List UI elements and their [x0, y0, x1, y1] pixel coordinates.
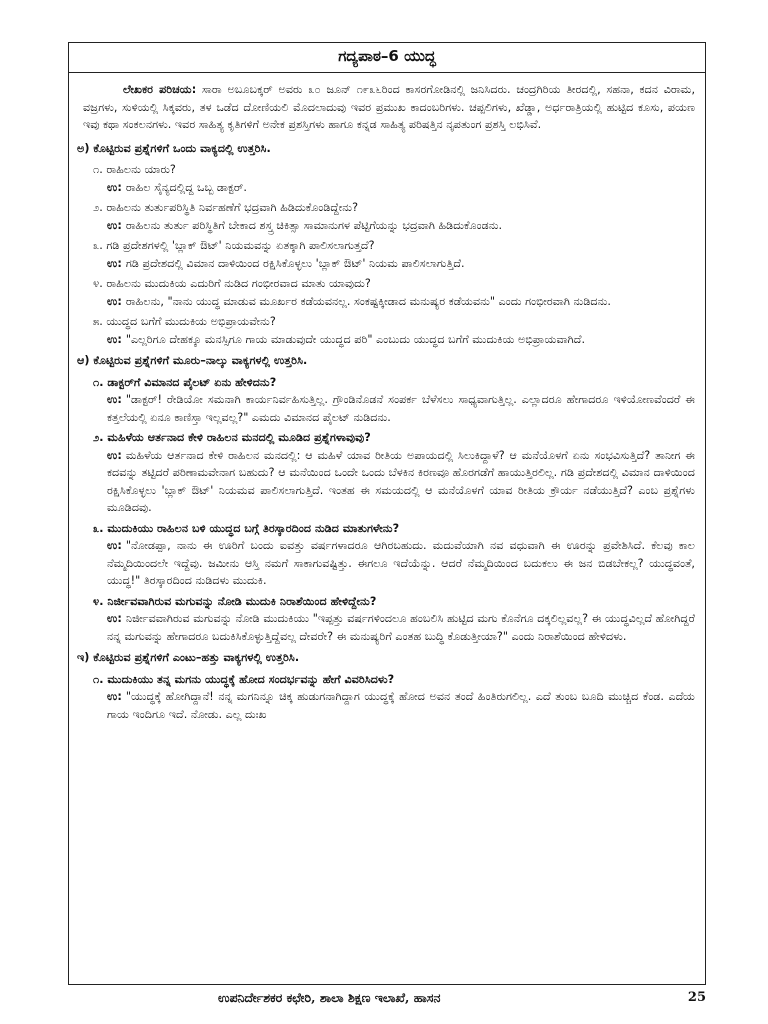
answer-label: ಉ:: [107, 294, 122, 308]
answer: [83, 331, 695, 349]
section-a-heading: ಅ) ಕೊಟ್ಟಿರುವ ಪ್ರಶ್ನೆಗಳಿಗೆ ಒಂದು ವಾಕ್ಯದಲ್ಲಿ ಉತ್ತರಿಸಿ.: [77, 141, 271, 155]
question: ೩. ಮುದುಕಿಯು ರಾಹಿಲನ ಬಳಿ ಯುದ್ಧದ ಬಗ್ಗೆ ತಿರಸ್ಕಾರದಿಂದ ನುಡಿದ ಮಾತುಗಳೇನು?: [93, 521, 400, 535]
question: ೪. ನಿರ್ಜೀವವಾಗಿರುವ ಮಗುವನ್ನು ನೋಡಿ ಮುದುಕಿ ನಿರಾಶೆಯಿಂದ ಹೇಳಿದ್ದೇನು?: [93, 594, 377, 608]
page-footer: [68, 990, 706, 1010]
answer: [83, 217, 695, 235]
answer-label: ಉ:: [107, 180, 122, 194]
question: ೩. ಗಡಿ ಪ್ರದೇಶಗಳಲ್ಲಿ 'ಬ್ಲಾಕ್ ಔಟ್' ನಿಯಮವನ್ನು ಏತಕ್ಕಾಗಿ ಪಾಲಿಸಲಾಗುತ್ತದೆ?: [93, 239, 375, 252]
lesson-title: ಗದ್ಯಪಾಠ–6 ಯುದ್ಧ: [338, 47, 436, 65]
answer: [83, 447, 695, 517]
answer: [83, 255, 695, 273]
answer: [83, 293, 695, 311]
title-divider: [69, 72, 705, 73]
answer-text: ರಾಹಿಲನು, "ನಾನು ಯುದ್ಧ ಮಾಡುವ ಮೂರ್ಖರ ಕಡೆಯವನಲ್ಲ. ಸಂಕಷ್ಟಕ್ಕೀಡಾದ ಮನುಷ್ಯರ ಕಡೆಯವನು" ಎಂದು ಗಂಭೀರವಾಗಿ ನುಡಿದನು.: [125, 294, 611, 308]
answer-label: ಉ:: [107, 690, 122, 703]
title-box: [69, 43, 705, 73]
author-intro-text: ಸಾರಾ ಅಬೂಬಕ್ಕರ್ ಅವರು ೩೦ ಜೂನ್ ೧೯೩೬ರಿಂದ ಕಾಸರಗೋಡಿನಲ್ಲಿ ಜನಿಸಿದರು. ಚಂದ್ರಗಿರಿಯ ತೀರದಲ್ಲಿ, ಸಹನಾ, ಕದನ ವಿರಾಮ, ವಜ್ರಗಳು, ಸುಳಿಯಲ್ಲಿ ಸಿಕ್ಕವರು, ತಳ ಒಡೆದ ದೋಣಿಯಲಿ ಮೊದಲಾದುವು ಇವರ ಪ್ರಮುಖ ಕಾದಂಬರಿಗಳು. ಚಪ್ಪಲಿಗಳು, ಖೆಡ್ಡಾ, ಅರ್ಧರಾತ್ರಿಯಲ್ಲಿ ಹುಟ್ಟಿದ ಕೂಸು, ಪಯಣ ಇವು ಕಥಾ ಸಂಕಲನಗಳು. ಇವರ ಸಾಹಿತ್ಯ ಕೃತಿಗಳಿಗೆ ಅನೇಕ ಪ್ರಶಸ್ತಿಗಳು ಹಾಗೂ ಕನ್ನಡ ಸಾಹಿತ್ಯ ಪರಿಷತ್ತಿನ ನೃಪತುಂಗ ಪ್ರಶಸ್ತಿ ಲಭಿಸಿವೆ.: [83, 83, 695, 131]
answer-text: ನಿರ್ಜೀವವಾಗಿರುವ ಮಗುವನ್ನು ನೋಡಿ ಮುದುಕಿಯು "ಇಪ್ಪತ್ತು ವರ್ಷಗಳಿಂದಲೂ ಹಂಬಲಿಸಿ ಹುಟ್ಟಿದ ಮಗು ಕೊನೆಗೂ ದಕ್ಕಲಿಲ್ಲವಲ್ಲ? ಈ ಯುದ್ಧವಿಲ್ಲದೆ ಹೋಗಿದ್ದರೆ ನನ್ನ ಮಗುವನ್ನು ಹೇಗಾದರೂ ಬದುಕಿಸಿಕೊಳ್ಳುತ್ತಿದ್ದೆವಲ್ಲ ದೇವರೇ? ಈ ಮನುಷ್ಯರಿಗೆ ಎಂತಹ ಬುದ್ಧಿ ಕೊಡುತ್ತೀಯಾ?" ಎಂದು ನಿರಾಶೆಯಿಂದ ಹೇಳಿದಳು.: [107, 612, 695, 643]
author-intro: [83, 81, 695, 134]
answer: [83, 688, 695, 723]
answer-label: ಉ:: [107, 612, 122, 625]
question: ೧. ಮುದುಕಿಯು ತನ್ನ ಮಗನು ಯುದ್ಧಕ್ಕೆ ಹೋದ ಸಂದರ್ಭವನ್ನು ಹೇಗೆ ವಿವರಿಸಿದಳು?: [93, 672, 395, 686]
question: ೧. ಡಾಕ್ಟರ್‌ಗೆ ವಿಮಾನದ ಪೈಲಟ್ ಏನು ಹೇಳಿದನು?: [93, 375, 277, 389]
answer-text: "ಎಲ್ಲರಿಗೂ ದೇಹಕ್ಕೂ ಮನಸ್ಸಿಗೂ ಗಾಯ ಮಾಡುವುದೇ ಯುದ್ಧದ ಪರಿ" ಎಂಬುದು ಯುದ್ಧದ ಬಗೆಗೆ ಮುದುಕಿಯ ಅಭಿಪ್ರಾಯವಾಗಿದೆ.: [125, 332, 586, 346]
answer-text: "ಡಾಕ್ಟರ್! ರೇಡಿಯೋ ಸಮನಾಗಿ ಕಾರ್ಯನಿರ್ವಹಿಸುತ್ತಿಲ್ಲ. ಗ್ರೌಂಡಿನೊಡನೆ ಸಂಪರ್ಕ ಬೆಳೆಸಲು ಸಾಧ್ಯವಾಗುತ್ತಿಲ್ಲ. ಎಲ್ಲಾದರೂ ಹೇಗಾದರೂ ಇಳಿಯೋಣವೆಂದರೆ ಈ ಕತ್ತಲೆಯಲ್ಲಿ ಏನೂ ಕಾಣಿಸ್ತಾ ಇಲ್ಲವಲ್ಲ?" ಎಮದು ವಿಮಾನದ ಪೈಲಟ್ ನುಡಿದನು.: [107, 393, 695, 424]
answer: [83, 391, 695, 426]
footer-office: ಉಪನಿರ್ದೇಶಕರ ಕಛೇರಿ, ಶಾಲಾ ಶಿಕ್ಷಣ ಇಲಾಖೆ, ಹಾಸನ: [218, 990, 441, 1005]
question: ೨. ರಾಹಿಲನು ತುರ್ತುಪರಿಸ್ಥಿತಿ ನಿರ್ವಹಣೆಗೆ ಭದ್ರವಾಗಿ ಹಿಡಿದುಕೊಂಡಿದ್ದೇನು?: [93, 201, 359, 214]
answer: [83, 179, 695, 197]
author-intro-label: ಲೇಖಕರ ಪರಿಚಯ:: [123, 83, 197, 96]
answer-text: ಮಹಿಳೆಯ ಆರ್ತನಾದ ಕೇಳಿ ರಾಹಿಲನ ಮನದಲ್ಲಿ: ಆ ಮಹಿಳೆ ಯಾವ ರೀತಿಯ ಅಪಾಯದಲ್ಲಿ ಸಿಲುಕಿದ್ದಾಳೆ? ಆ ಮನೆಯೊಳಗೆ ಏನು ಸಂಭವಿಸುತ್ತಿದೆ? ತಾನೀಗ ಈ ಕದವನ್ನು ತಟ್ಟಿದರೆ ಪರಿಣಾಮವೇನಾಗ ಬಹುದು? ಆ ಮನೆಯಿಂದ ಒಂದೇ ಒಂದು ಬೆಳಕಿನ ಕಿರಣವೂ ಹೊರಗಡೆಗೆ ಹಾಯುತ್ತಿರಲಿಲ್ಲ. ಗಡಿ ಪ್ರದೇಶದಲ್ಲಿ ವಿಮಾನ ದಾಳಿಯಿಂದ ರಕ್ಷಿಸಿಕೊಳ್ಳಲು 'ಬ್ಲಾಕ್ ಔಟ್' ನಿಯಮವ ಪಾಲಿಸಲಾಗುತ್ತಿದೆ. ಇಂತಹ ಈ ಸಮಯದಲ್ಲಿ ಆ ಮನೆಯೊಳಗೆ ಯಾವ ರೀತಿಯ ಕ್ರೌರ್ಯ ನಡೆಯುತ್ತಿದೆ? ಎಂಬ ಪ್ರಶ್ನೆಗಳು ಮೂಡಿದವು.: [107, 448, 695, 514]
answer-text: ರಾಹಿಲನು ತುರ್ತು ಪರಿಸ್ಥಿತಿಗೆ ಬೇಕಾದ ಶಸ್ತ್ರ ಚಿಕಿತ್ಸಾ ಸಾಮಾನುಗಳ ಪೆಟ್ಟಿಗೆಯನ್ನು ಭದ್ರವಾಗಿ ಹಿಡಿದುಕೊಂಡನು.: [125, 218, 503, 232]
section-b-heading: ಆ) ಕೊಟ್ಟಿರುವ ಪ್ರಶ್ನೆಗಳಿಗೆ ಮೂರು–ನಾಲ್ಕು ವಾಕ್ಯಗಳಲ್ಲಿ ಉತ್ತರಿಸಿ.: [77, 354, 308, 367]
page-number: 25: [687, 990, 706, 1005]
answer: [83, 610, 695, 645]
answer-label: ಉ:: [107, 332, 122, 346]
question: ೨. ಮಹಿಳೆಯ ಆರ್ತನಾದ ಕೇಳಿ ರಾಹಿಲನ ಮನದಲ್ಲಿ ಮೂಡಿದ ಪ್ರಶ್ನೆಗಳಾವುವು?: [93, 431, 371, 444]
answer-label: ಉ:: [107, 393, 122, 406]
content: [77, 81, 695, 978]
page-frame: [68, 42, 706, 985]
question: ೫. ಯುದ್ಧದ ಬಗೆಗೆ ಮುದುಕಿಯ ಅಭಿಪ್ರಾಯವೇನು?: [93, 315, 276, 328]
answer-label: ಉ:: [107, 218, 122, 232]
answer-text: ರಾಹಿಲ ಸೈನ್ಯದಲ್ಲಿದ್ದ ಒಬ್ಬ ಡಾಕ್ಟರ್.: [125, 180, 247, 194]
answer-text: ಗಡಿ ಪ್ರದೇಶದಲ್ಲಿ ವಿಮಾನ ದಾಳಿಯಿಂದ ರಕ್ಷಿಸಿಕೊಳ್ಳಲು 'ಬ್ಲಾಕ್ ಔಟ್' ನಿಯಮ ಪಾಲಿಸಲಾಗುತ್ತಿದೆ.: [125, 256, 465, 270]
answer-text: "ನೋಡಪ್ಪಾ, ನಾನು ಈ ಊರಿಗೆ ಬಂದು ಐವತ್ತು ವರ್ಷಗಳಾದರೂ ಆಗಿರಬಹುದು. ಮದುವೆಯಾಗಿ ನವ ವಧುವಾಗಿ ಈ ಊರನ್ನು ಪ್ರವೇಶಿಸಿದೆ. ಕೆಲವು ಕಾಲ ನೆಮ್ಮದಿಯಿಂದಲೇ ಇದ್ದೆವು. ಜಮೀನು ಆಸ್ತಿ ನಮಗೆ ಸಾಕಾಗುವಷ್ಟಿತ್ತು. ಈಗಲೂ ಇದೆಯೆನ್ನು. ಆದರೆ ನೆಮ್ಮದಿಯಿಂದ ಬದುಕಲು ಈ ಜನ ಬಿಡಬೇಕಲ್ಲ? ಯುದ್ಧವಂತೆ, ಯುದ್ಧ!" ತಿರಸ್ಕಾರದಿಂದ ನುಡಿದಳು ಮುದುಕಿ.: [107, 539, 695, 587]
answer-text: "ಯುದ್ಧಕ್ಕೆ ಹೋಗಿದ್ದಾನೆ! ನನ್ನ ಮಗನಿನ್ನೂ ಚಿಕ್ಕ ಹುಡುಗನಾಗಿದ್ದಾಗ ಯುದ್ಧಕ್ಕೆ ಹೋದ ಅವನ ತಂದೆ ಹಿಂತಿರುಗಲಿಲ್ಲ. ಎದೆ ತುಂಬ ಬೂದಿ ಮುಚ್ಚಿದ ಕೆಂಡ. ಎದೆಯ ಗಾಯ ಇಂದಿಗೂ ಇದೆ. ನೋಡು. ಎಲ್ಲ ದುಃಖ: [107, 690, 695, 721]
answer-label: ಉ:: [107, 539, 122, 552]
question: ೪. ರಾಹಿಲನು ಮುದುಕಿಯ ಎದುರಿಗೆ ನುಡಿದ ಗಂಭೀರವಾದ ಮಾತು ಯಾವುದು?: [93, 277, 371, 290]
answer: [83, 537, 695, 590]
section-c-heading: ಇ) ಕೊಟ್ಟಿರುವ ಪ್ರಶ್ನೆಗಳಿಗೆ ಎಂಟು–ಹತ್ತು ವಾಕ್ಯಗಳಲ್ಲಿ ಉತ್ತರಿಸಿ.: [77, 651, 300, 664]
question: ೧. ರಾಹಿಲನು ಯಾರು?: [93, 163, 176, 176]
answer-label: ಉ:: [107, 448, 122, 462]
answer-label: ಉ:: [107, 256, 122, 270]
